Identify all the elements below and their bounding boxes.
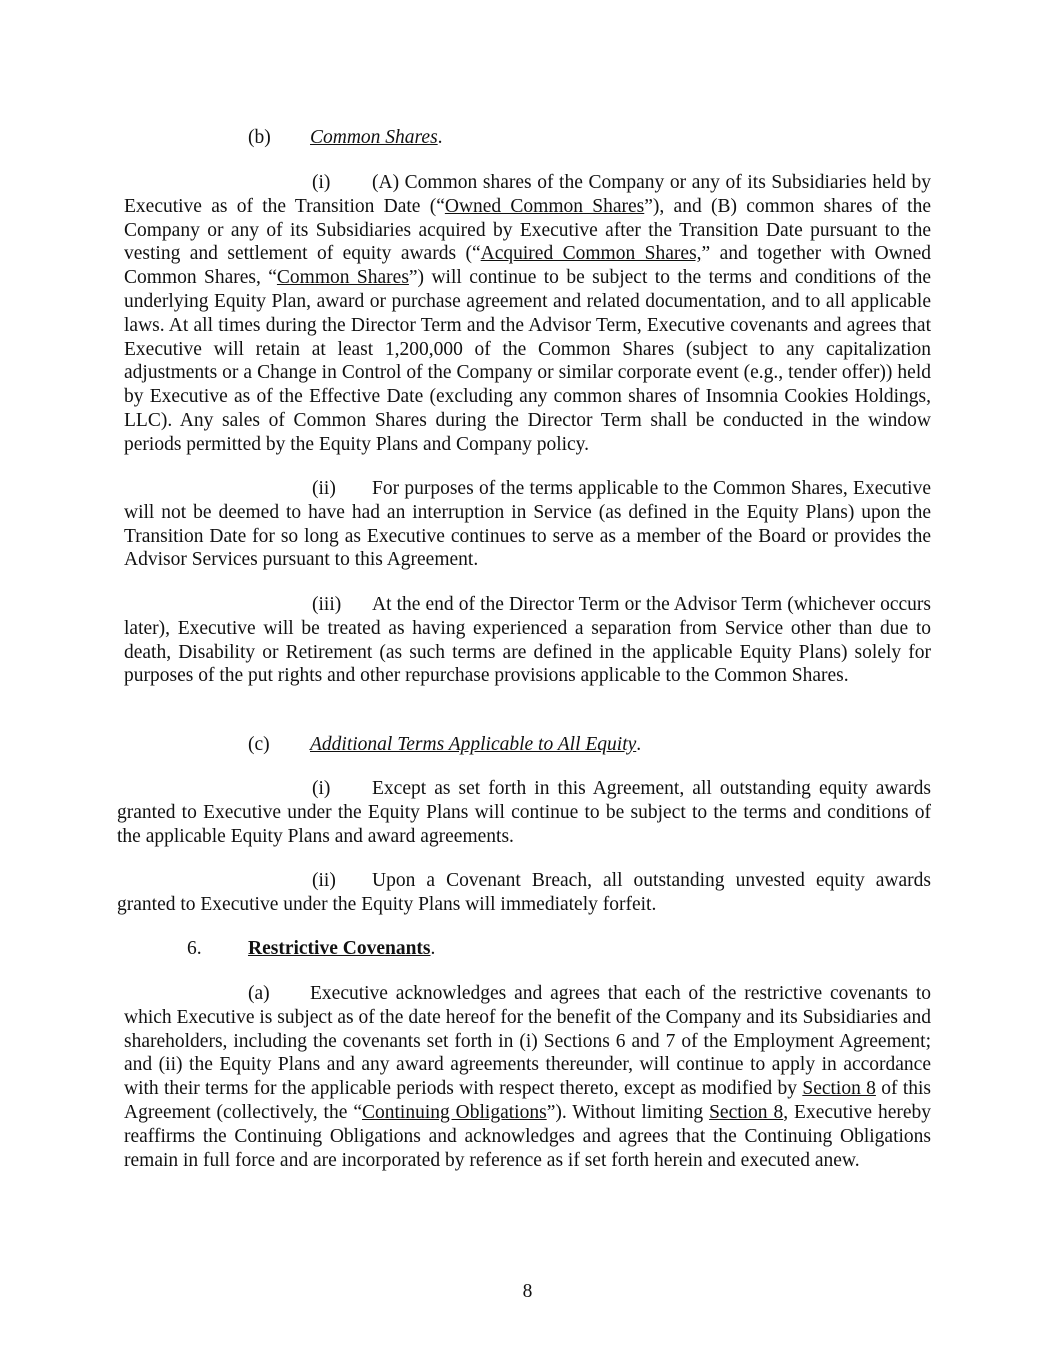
section-6-label: 6. [187, 938, 202, 959]
defined-term: Continuing Obligations [361, 1101, 547, 1123]
paragraph-c-ii-label: (ii) [312, 870, 336, 891]
section-c-heading: (c) Additional Terms Applicable to All Equity. [248, 734, 642, 755]
paragraph-6-a-label: (a) [248, 983, 270, 1004]
section-b-title: Common Shares [310, 127, 438, 148]
defined-term: Acquired Common Shares, [480, 243, 702, 265]
paragraph-b-ii: (ii) For purposes of the terms applicable to the Common Shares, Executive will not be deemed to have had an interruption in Service (as defined in the Equity Plans) upon the Transition Date for so long as Executive continues to serve as a member of the Board or provides the Advisor Services pursuant to this Agreement. [124, 478, 931, 571]
paragraph-b-i-label: (i) [312, 172, 331, 193]
section-c-label: (c) [248, 734, 270, 755]
paragraph-b-iii-label: (iii) [312, 594, 342, 615]
section-c-title: Additional Terms Applicable to All Equity [310, 734, 637, 755]
paragraph-b-ii-label: (ii) [312, 478, 336, 499]
defined-term: Owned Common Shares [444, 195, 645, 217]
paragraph-c-i-label: (i) [312, 778, 331, 799]
paragraph-c-ii: (ii) Upon a Covenant Breach, all outstanding unvested equity awards granted to Executive under the Equity Plans will immediately forfeit. [117, 870, 931, 915]
paragraph-b-iii: (iii) At the end of the Director Term or the Advisor Term (whichever occurs later), Executive will be treated as having experienced a separation from Service other than due to death, Disability or Retirement (as such terms are defined in the applicable Equity Plans) solely for purposes of the put rights and other repurchase provisions applicable to the Common Shares. [124, 594, 931, 687]
section-6-heading: 6. Restrictive Covenants. [187, 938, 436, 959]
paragraph-c-i: (i) Except as set forth in this Agreement, all outstanding equity awards granted to Executive under the Equity Plans will continue to be subject to the terms and conditions of the applicable Equity Plans and award agreements. [117, 778, 931, 847]
section-b-label: (b) [248, 127, 271, 148]
paragraph-b-i: (i) (A) Common shares of the Company or any of its Subsidiaries held by Executive as of the Transition Date (“Owned Common Shares”), and (B) common shares of the Company or any of its Subsidiaries acquired by Executive after the Transition Date pursuant to the vesting and settlement of equity awards (“Acquired Common Shares,” and together with Owned Common Shares, “Common Shares”) will continue to be subject to the terms and conditions of the underlying Equity Plan, award or purchase agreement and related documentation, and to all applicable laws. At all times during the Director Term and the Advisor Term, Executive covenants and agrees that Executive will retain at least 1,200,000 of the Common Shares (subject to any capitalization adjustments or a Change in Control of the Company or similar corporate event (e.g., tender offer)) held by Executive as of the Effective Date (excluding any common shares of Insomnia Cookies Holdings, LLC). Any sales of Common Shares during the Director Term shall be conducted in the window periods permitted by the Equity Plans and Company policy. [124, 172, 932, 455]
defined-term: Common Shares [276, 267, 409, 289]
page-number: 8 [522, 1281, 533, 1302]
section-reference: Section 8 [802, 1078, 876, 1100]
section-b-heading: (b) Common Shares. [248, 127, 443, 148]
section-6-title: Restrictive Covenants [248, 938, 431, 959]
paragraph-6-a: (a) Executive acknowledges and agrees that each of the restrictive covenants to which Executive is subject as of the date hereof for the benefit of the Company and its Subsidiaries and shareholders, including the covenants set forth in (i) Sections 6 and 7 of the Employment Agreement; and (ii) the Equity Plans and any award agreements thereunder, will continue to apply in accordance with their terms for the applicable periods with respect thereto, except as modified by Section 8 of this Agreement (collectively, the “Continuing Obligations”). Without limiting Section 8, Executive hereby reaffirms the Continuing Obligations and acknowledges and agrees that the Continuing Obligations remain in full force and are incorporated by reference as if set forth herein and executed anew. [124, 983, 932, 1171]
section-reference: Section 8 [709, 1101, 784, 1123]
